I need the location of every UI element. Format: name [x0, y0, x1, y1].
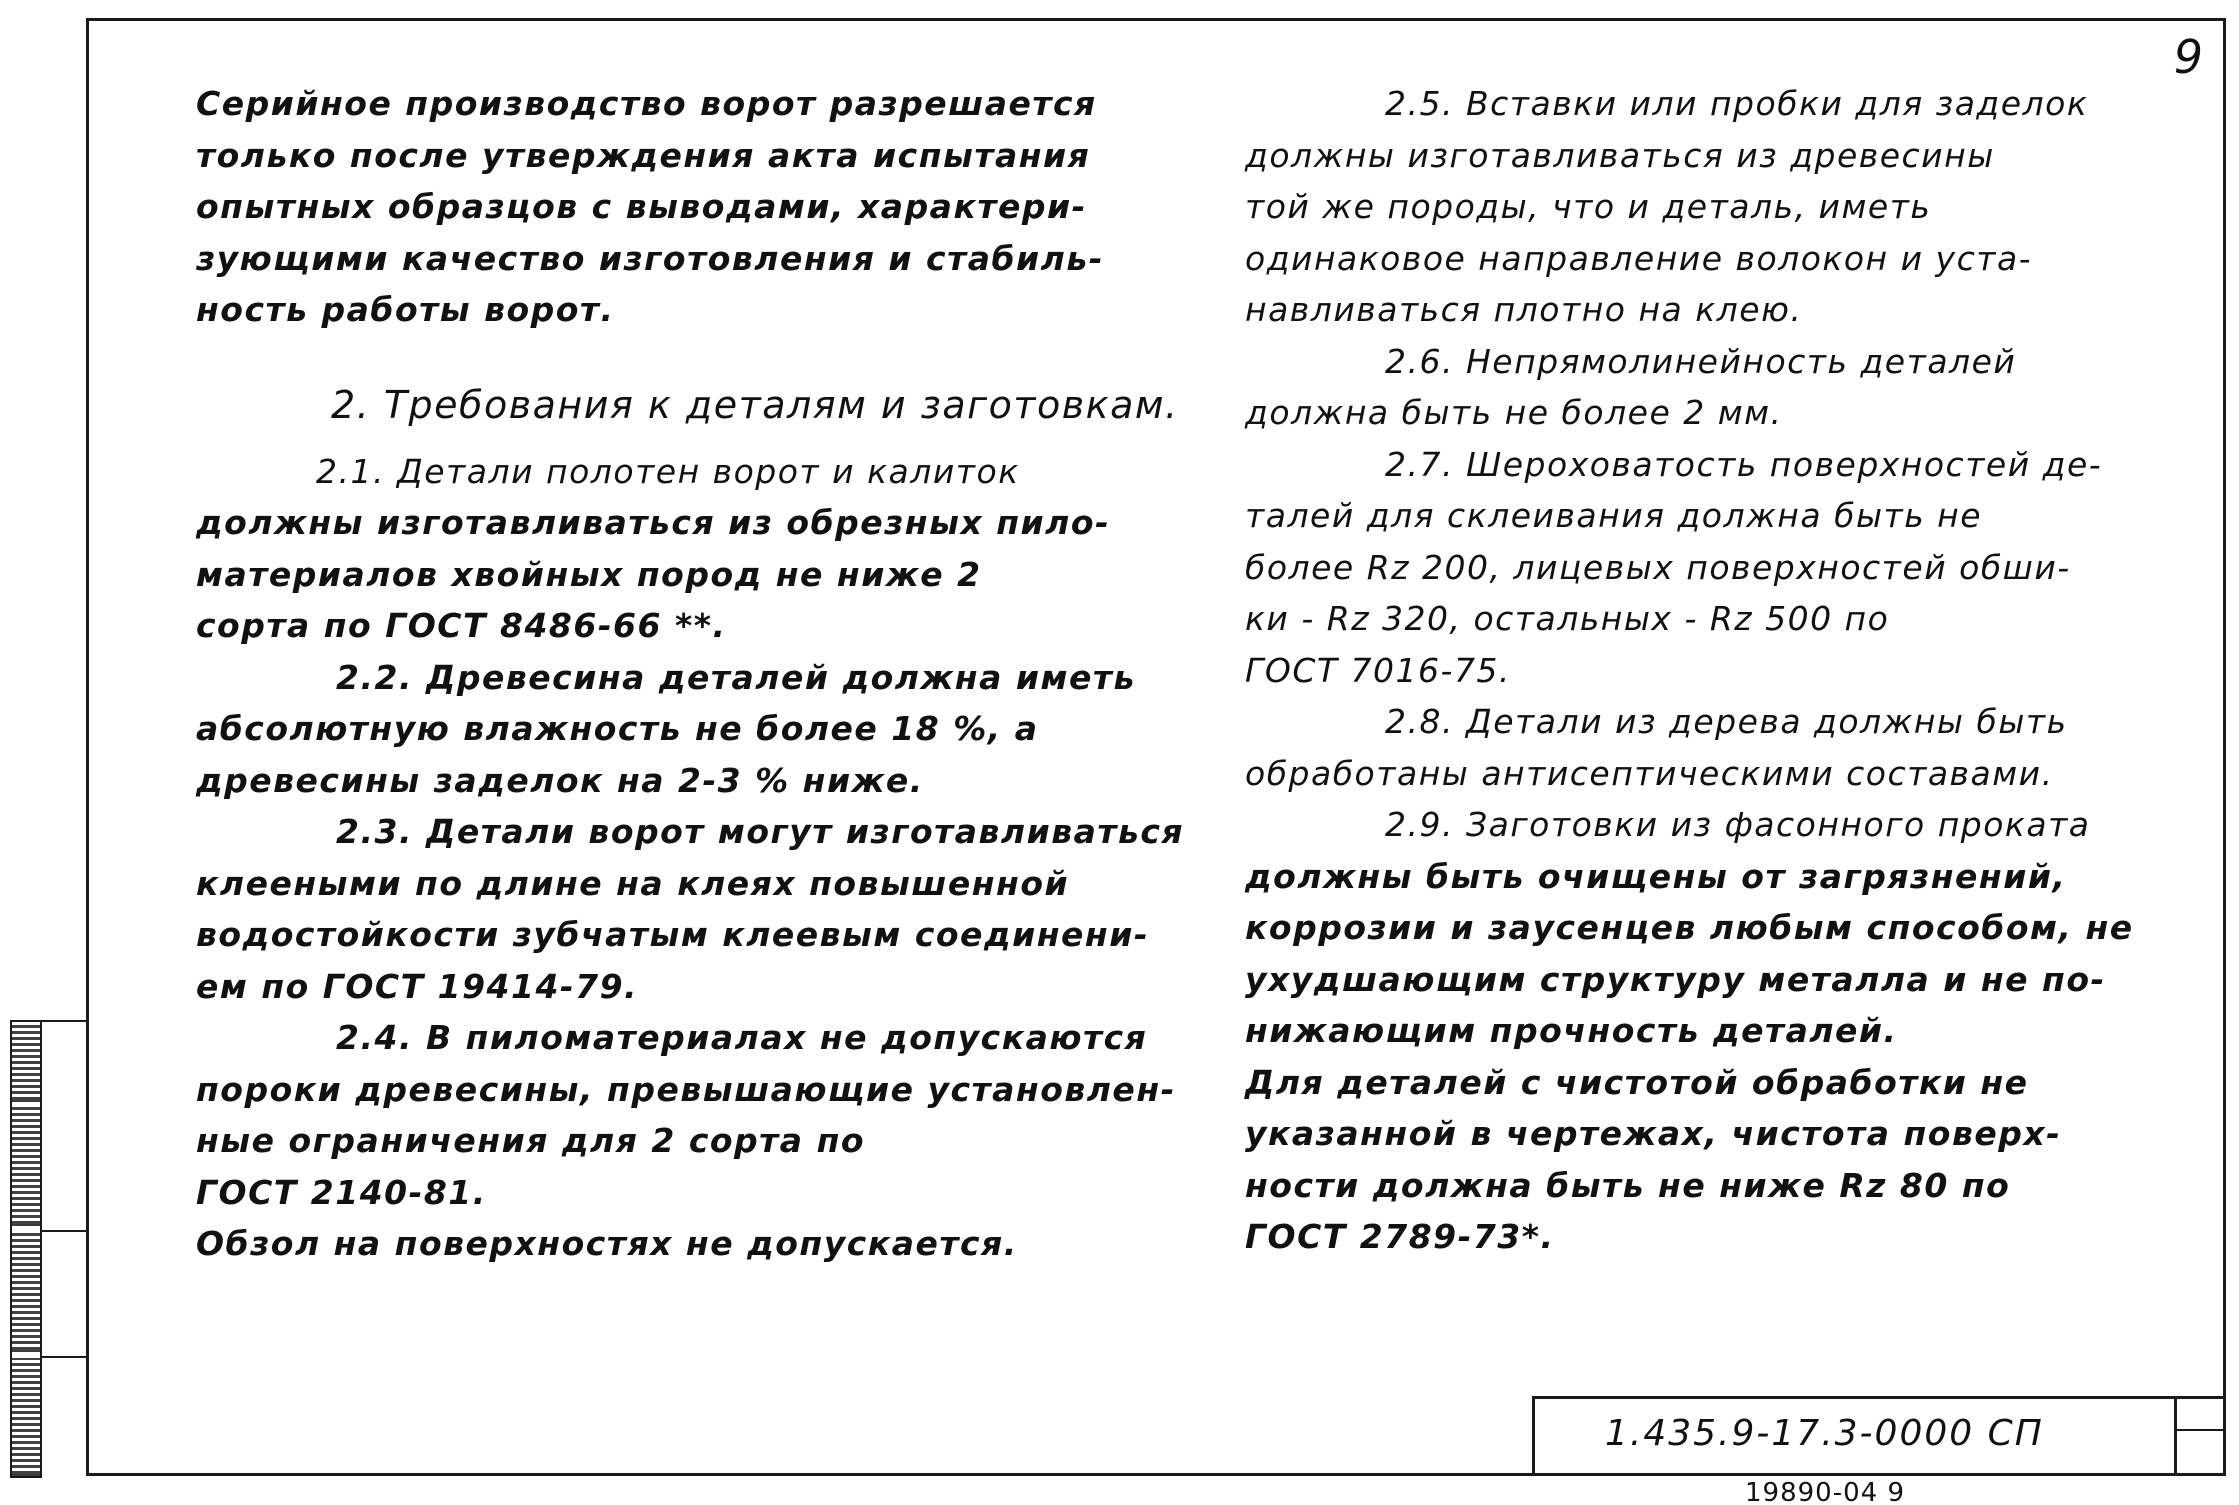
text-line: ухудшающим структуру металла и не по-: [1245, 959, 2106, 999]
text-line: 2.1. Детали полотен ворот и калиток: [316, 451, 1020, 491]
text-line: коррозии и заусенцев любым способом, не: [1245, 908, 2134, 947]
text-line: зующими качество изготовления и стабиль-: [196, 238, 1104, 278]
text-line: ки - Rz 320, остальных - Rz 500 по: [1245, 599, 1890, 638]
side-stamp-lines: [42, 1020, 86, 1478]
text-line: опытных образцов с выводами, характери-: [196, 187, 1087, 226]
text-line: навливаться плотно на клею.: [1245, 290, 1803, 329]
text-line: сорта по ГОСТ 8486-66 **.: [196, 606, 727, 645]
text-line: Обзол на поверхностях не допускается.: [196, 1224, 1018, 1263]
title-block: [1532, 1396, 2226, 1476]
stamp-cell: [12, 1022, 40, 1102]
item-2-4: [196, 1012, 1196, 1270]
text-line: 2.3. Детали ворот могут изготавливаться: [336, 812, 1185, 851]
left-column: [196, 78, 1196, 1270]
text-line: ГОСТ 2789-73*.: [1245, 1217, 1555, 1256]
text-line: более Rz 200, лицевых поверхностей обши-: [1245, 547, 2071, 587]
right-column: [1245, 78, 2205, 1263]
text-line: указанной в чертежах, чистота поверх-: [1245, 1114, 2062, 1153]
text-line: 2.9. Заготовки из фасонного проката: [1385, 805, 2091, 844]
text-line: ность работы ворот.: [196, 290, 615, 329]
item-2-6: [1245, 336, 2205, 439]
text-line: обработаны антисептическими составами.: [1245, 753, 2054, 793]
text-line: только после утверждения акта испытания: [196, 135, 1091, 175]
text-line: должны изготавливаться из древесины: [1245, 135, 1995, 175]
text-line: ем по ГОСТ 19414-79.: [196, 966, 639, 1006]
item-2-8: [1245, 696, 2205, 799]
text-line: 2.8. Детали из дерева должны быть: [1385, 702, 2068, 741]
stamp-cell: [12, 1358, 40, 1476]
text-line: ГОСТ 2140-81.: [196, 1172, 487, 1212]
intro-paragraph: [196, 78, 1196, 336]
text-line: водостойкости зубчатым клеевым соединени-: [196, 915, 1150, 954]
text-line: должны быть очищены от загрязнений,: [1245, 856, 2067, 896]
text-line: клееными по длине на клеях повышенной: [196, 863, 1070, 903]
archive-number: 19890-04 9: [1745, 1478, 1905, 1505]
stamp-cell: [12, 1232, 40, 1352]
text-line: 2.6. Непрямолинейность деталей: [1385, 341, 2017, 381]
text-line: абсолютную влажность не более 18 %, а: [196, 709, 1039, 748]
item-2-7: [1245, 439, 2205, 697]
text-line: пороки древесины, превышающие установлен-: [196, 1069, 1176, 1109]
text-line: должны изготавливаться из обрезных пило-: [196, 503, 1111, 542]
text-line: 2.4. В пиломатериалах не допускаются: [336, 1018, 1148, 1057]
text-line: одинаковое направление волокон и уста-: [1245, 238, 2033, 278]
item-2-5: [1245, 78, 2205, 336]
item-2-9: [1245, 799, 2205, 1263]
divider: [42, 1356, 86, 1358]
stamp-cell: [12, 1106, 40, 1226]
text-line: Серийное производство ворот разрешается: [196, 84, 1097, 123]
side-stamp: [10, 1020, 42, 1478]
sheet-number-cell: [2174, 1399, 2226, 1476]
text-line: нижающим прочность деталей.: [1245, 1011, 1898, 1050]
text-line: древесины заделок на 2-3 % ниже.: [196, 760, 924, 800]
text-line: Для деталей с чистотой обработки не: [1245, 1062, 2029, 1102]
section-heading: 2. Требования к деталям и заготовкам.: [331, 382, 1179, 427]
divider: [42, 1020, 86, 1022]
page-number: 9: [2173, 30, 2203, 84]
divider: [42, 1230, 86, 1232]
text-line: той же породы, что и деталь, иметь: [1245, 187, 1932, 226]
text-line: ные ограничения для 2 сорта по: [196, 1121, 866, 1160]
item-2-1: [196, 446, 1196, 652]
item-2-2: [196, 652, 1196, 807]
text-line: ГОСТ 7016-75.: [1245, 650, 1511, 690]
text-line: ности должна быть не ниже Rz 80 по: [1245, 1165, 2011, 1205]
item-2-3: [196, 806, 1196, 1012]
text-line: 2.5. Вставки или пробки для заделок: [1385, 84, 2089, 123]
document-code: 1.435.9-17.3-0000 СП: [1605, 1413, 2044, 1454]
text-line: 2.2. Древесина деталей должна иметь: [336, 657, 1136, 697]
text-line: должна быть не более 2 мм.: [1245, 393, 1783, 432]
text-line: материалов хвойных пород не ниже 2: [196, 554, 982, 594]
text-line: талей для склеивания должна быть не: [1245, 496, 1983, 535]
text-line: 2.7. Шероховатость поверхностей де-: [1385, 444, 2103, 484]
